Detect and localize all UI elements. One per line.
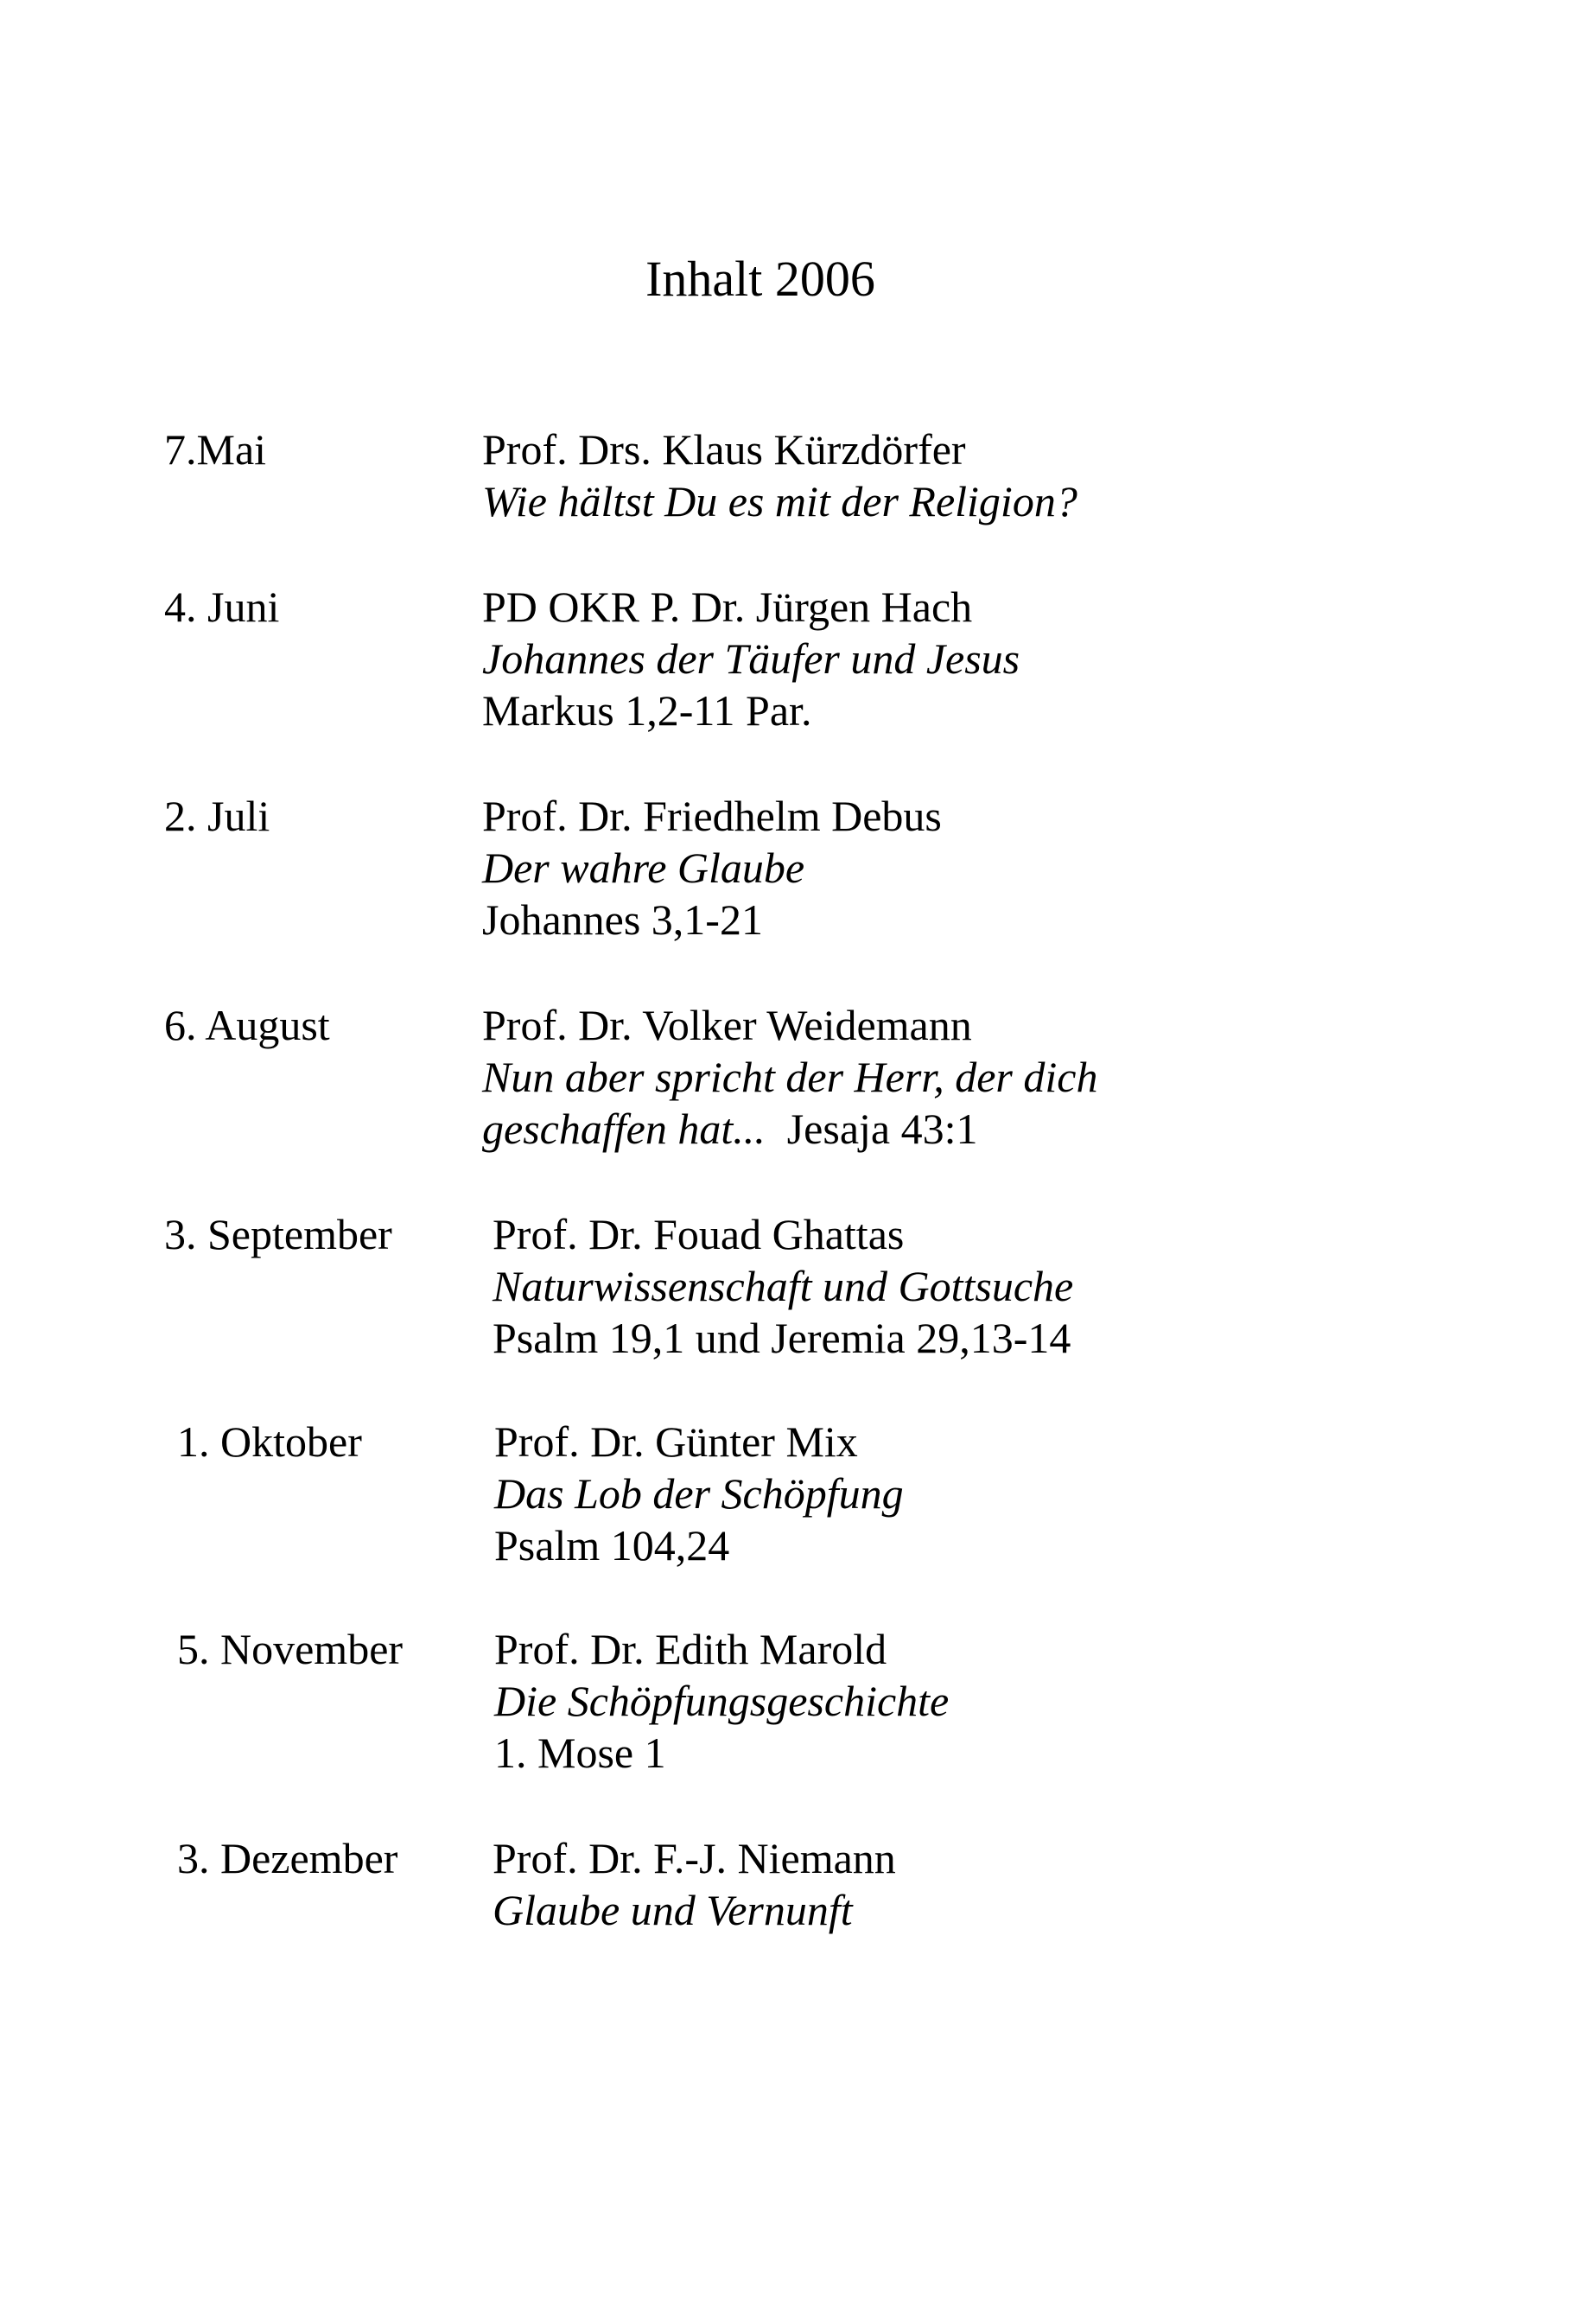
entry-details: [482, 790, 1476, 946]
entry-reference: Psalm 104,24: [494, 1521, 730, 1569]
entry-title: Wie hältst Du es mit der Religion?: [482, 477, 1077, 525]
entry-details: [493, 1832, 1486, 1936]
entry-title-continued: [482, 1103, 1476, 1155]
entry-title: Das Lob der Schöpfung: [494, 1469, 904, 1518]
entry-speaker: Prof. Dr. F.-J. Niemann: [493, 1834, 896, 1882]
entry-speaker: Prof. Drs. Klaus Kürzdörfer: [482, 425, 966, 474]
entry-date: 5. November: [177, 1625, 404, 1673]
page-title: Inhalt 2006: [645, 251, 875, 307]
entry-date: 1. Oktober: [177, 1417, 362, 1466]
entry-speaker: Prof. Dr. Friedhelm Debus: [482, 792, 942, 840]
entry-speaker: Prof. Dr. Fouad Ghattas: [493, 1210, 905, 1258]
entry-title: Nun aber spricht der Herr, der dich: [482, 1053, 1098, 1101]
entry-details: [482, 999, 1476, 1155]
entry-details: [482, 423, 1476, 527]
entry-date: 3. September: [164, 1210, 392, 1258]
entry-speaker: PD OKR P. Dr. Jürgen Hach: [482, 583, 973, 631]
entry-details: [494, 1623, 1488, 1779]
entry-title: Der wahre Glaube: [482, 844, 805, 892]
entry-details: [482, 581, 1476, 736]
entry-reference: Psalm 19,1 und Jeremia 29,13-14: [493, 1314, 1071, 1362]
entry-title: Naturwissenschaft und Gottsuche: [493, 1262, 1074, 1310]
entry-details: [493, 1208, 1486, 1364]
entry-title-line2: geschaffen hat...: [482, 1105, 766, 1153]
entry-reference: Jesaja 43:1: [786, 1105, 978, 1153]
entry-date: 6. August: [164, 1001, 330, 1049]
entry-date: 2. Juli: [164, 792, 270, 840]
entry-title: Johannes der Täufer und Jesus: [482, 634, 1020, 683]
entry-date: 7.Mai: [164, 425, 267, 474]
entry-speaker: Prof. Dr. Günter Mix: [494, 1417, 858, 1466]
entry-title: Glaube und Vernunft: [493, 1886, 853, 1934]
entry-details: [494, 1416, 1488, 1571]
entry-title: Die Schöpfungsgeschichte: [494, 1677, 950, 1725]
entry-reference: Johannes 3,1-21: [482, 895, 763, 944]
entry-date: 3. Dezember: [177, 1834, 398, 1882]
entry-reference: 1. Mose 1: [494, 1729, 666, 1777]
entry-date: 4. Juni: [164, 583, 280, 631]
entry-speaker: Prof. Dr. Volker Weidemann: [482, 1001, 972, 1049]
entry-speaker: Prof. Dr. Edith Marold: [494, 1625, 887, 1673]
entry-reference: Markus 1,2-11 Par.: [482, 686, 812, 735]
